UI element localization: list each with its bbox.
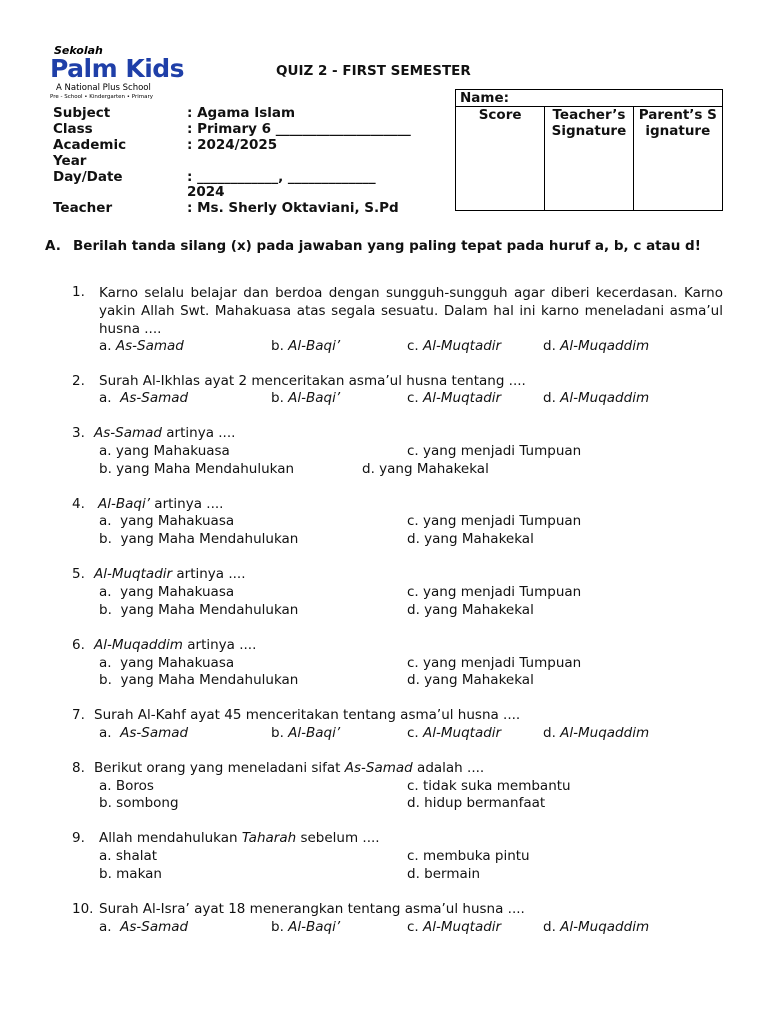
question-text: Surah Al-Kahf ayat 45 menceritakan tentang asma’ul husna .... [94,707,521,723]
question-term: As-Samad [344,760,413,776]
option-d[interactable]: d. hidup bermanfaat [407,795,546,811]
question-number: 4. [72,496,85,512]
option-c-text: yang menjadi Tumpuan [423,513,582,529]
option-c[interactable]: c. Al-Muqtadir [407,338,502,354]
academic-label: Academic [53,137,127,153]
academic-label-year: Year [53,153,87,169]
question-number: 7. [72,707,85,723]
option-b[interactable]: b. Al-Baqi’ [271,338,341,354]
question-number: 10. [72,901,94,917]
option-c[interactable]: c. Al-Muqtadir [407,919,502,935]
option-a-text: yang Mahakuasa [115,443,230,459]
option-d[interactable]: d. yang Mahakekal [407,531,534,547]
teacher-label: Teacher [53,200,113,216]
option-c[interactable]: c. tidak suka membantu [407,778,571,794]
option-d[interactable]: d. yang Mahakekal [362,461,489,477]
option-a[interactable]: a. As-Samad [99,919,189,935]
question-text [99,830,380,846]
question-rest: artinya .... [150,496,224,512]
option-a[interactable]: a. shalat [99,848,158,864]
option-a[interactable]: a. As-Samad [99,390,189,406]
question-pre: Berikut orang yang meneladani sifat [94,760,345,776]
option-c-text: yang menjadi Tumpuan [423,655,582,671]
question-term: Al-Muqaddim [94,637,183,653]
question-rest: sebelum .... [296,830,380,846]
question-number: 6. [72,637,85,653]
option-d-text: Al-Muqaddim [560,338,650,354]
logo-tagline: A National Plus School [56,83,151,93]
option-c[interactable]: c. Al-Muqtadir [407,725,502,741]
day-value: : ____________, _____________ [187,169,376,185]
option-a[interactable]: a. yang Mahakuasa [99,443,230,459]
page-title: QUIZ 2 - FIRST SEMESTER [276,63,471,79]
option-d-text: Al-Muqaddim [560,390,650,406]
option-d[interactable]: d. Al-Muqaddim [543,390,650,406]
score-cell[interactable]: Score [456,107,545,211]
question-term: Taharah [241,830,297,846]
score-table [455,89,723,211]
option-c-text: Al-Muqtadir [423,390,502,406]
option-a-text: yang Mahakuasa [120,655,235,671]
option-d-text: yang Mahakekal [424,672,534,688]
option-b-text: yang Maha Mendahulukan [120,531,299,547]
option-c[interactable]: c. yang menjadi Tumpuan [407,584,582,600]
option-a-text: yang Mahakuasa [120,584,235,600]
option-b[interactable]: b. Al-Baqi’ [271,390,341,406]
question-text [94,566,246,582]
option-a-text: As-Samad [120,390,189,406]
question-number: 1. [72,284,85,300]
option-d-text: yang Mahakekal [424,531,534,547]
question-rest: artinya .... [161,425,236,441]
day-label: Day/Date [53,169,123,185]
logo-small-text: Sekolah [54,44,103,57]
question-term: Al-Muqtadir [94,566,173,582]
option-c-text: membuka pintu [423,848,530,864]
option-b[interactable]: b. yang Maha Mendahulukan [99,672,299,688]
option-c[interactable]: c. membuka pintu [407,848,530,864]
question-text [94,760,484,776]
option-d[interactable]: d. Al-Muqaddim [543,338,650,354]
class-value: : Primary 6 ____________________ [187,121,411,137]
option-c[interactable]: c. yang menjadi Tumpuan [407,513,582,529]
option-b-text: yang Maha Mendahulukan [120,672,299,688]
question-rest: artinya .... [182,637,257,653]
question-number: 2. [72,373,85,389]
question-pre: Allah mendahulukan [99,830,242,846]
option-d[interactable]: d. yang Mahakekal [407,672,534,688]
question-term: As-Samad [94,425,162,441]
option-d-text: Al-Muqaddim [560,725,650,741]
question-number: 9. [72,830,85,846]
option-a[interactable]: a. yang Mahakuasa [99,513,235,529]
question-text [98,496,223,512]
question-text: Surah Al-Isra’ ayat 18 menerangkan tentang asma’ul husna .... [99,901,525,917]
option-c[interactable]: c. yang menjadi Tumpuan [407,655,582,671]
subject-value: : Agama Islam [187,105,296,121]
teacher-signature-cell[interactable]: Teacher’s Signature [545,107,633,211]
option-b-text: yang Maha Mendahulukan [120,602,299,618]
option-c-text: Al-Muqtadir [423,725,502,741]
school-logo [50,44,195,100]
option-a-text: shalat [115,848,158,864]
option-d[interactable]: d. Al-Muqaddim [543,725,650,741]
option-b-text: Al-Baqi’ [288,725,341,741]
section-letter: A. [45,238,61,254]
option-d-text: Al-Muqaddim [560,919,650,935]
question-number: 8. [72,760,85,776]
option-b[interactable]: b. Al-Baqi’ [271,919,341,935]
option-a[interactable]: a. As-Samad [99,338,184,354]
option-b-text: Al-Baqi’ [288,919,341,935]
option-b[interactable]: b. makan [99,866,162,882]
teacher-value: : Ms. Sherly Oktaviani, S.Pd [187,200,399,216]
parent-signature-cell[interactable]: Parent’s Signature [633,107,722,211]
option-d-text: hidup bermanfaat [424,795,546,811]
option-d-text: bermain [424,866,481,882]
question-number: 5. [72,566,85,582]
question-text [94,637,256,653]
class-label: Class [53,121,93,137]
option-d[interactable]: d. Al-Muqaddim [543,919,650,935]
option-a-text: As-Samad [120,725,189,741]
option-c[interactable]: c. Al-Muqtadir [407,390,502,406]
option-c-text: Al-Muqtadir [423,919,502,935]
option-d[interactable]: d. yang Mahakekal [407,602,534,618]
option-b[interactable]: b. sombong [99,795,179,811]
option-b[interactable]: b. yang Maha Mendahulukan [99,602,299,618]
option-c-text: Al-Muqtadir [423,338,502,354]
option-a[interactable]: a. As-Samad [99,725,189,741]
option-b-text: yang Maha Mendahulukan [116,461,295,477]
question-number: 3. [72,425,85,441]
option-a[interactable]: a. yang Mahakuasa [99,584,235,600]
logo-brand-name: Palm Kids [50,54,185,83]
question-text: Karno selalu belajar dan berdoa dengan sungguh-sungguh agar diberi kecerdasan. Karno yakin Allah Swt. Mahakuasa atas segala sesuatu. Dalam hal ini karno meneladani asma’ul husna .... [99,285,723,337]
option-b[interactable]: b. yang Maha Mendahulukan [99,461,295,477]
option-b-text: Al-Baqi’ [288,390,341,406]
option-b-text: makan [116,866,162,882]
question-rest: adalah .... [412,760,485,776]
question-term: Al-Baqi’ [98,496,151,512]
option-a-text: As-Samad [115,338,184,354]
day-value-year: 2024 [187,184,225,200]
option-a[interactable]: a. yang Mahakuasa [99,655,235,671]
name-field[interactable]: Name: [456,90,723,107]
question-rest: artinya .... [172,566,246,582]
option-c-text: yang menjadi Tumpuan [423,443,582,459]
option-b[interactable]: b. yang Maha Mendahulukan [99,531,299,547]
option-c-text: tidak suka membantu [423,778,571,794]
option-c-text: yang menjadi Tumpuan [423,584,582,600]
option-d-text: yang Mahakekal [424,602,534,618]
option-a-text: yang Mahakuasa [120,513,235,529]
option-d-text: yang Mahakekal [379,461,489,477]
option-b-text: sombong [116,795,179,811]
section-instruction: Berilah tanda silang (x) pada jawaban yang paling tepat pada huruf a, b, c atau d! [73,238,701,254]
logo-levels: Pre - School • Kindergarten • Primary [50,94,154,100]
academic-value: : 2024/2025 [187,137,278,153]
option-c[interactable]: c. yang menjadi Tumpuan [407,443,582,459]
option-b-text: Al-Baqi’ [288,338,341,354]
option-b[interactable]: b. Al-Baqi’ [271,725,341,741]
option-d[interactable]: d. bermain [407,866,481,882]
question-text: Surah Al-Ikhlas ayat 2 menceritakan asma’ul husna tentang .... [99,373,526,389]
option-a[interactable]: a. Boros [99,778,154,794]
option-a-text: Boros [115,778,154,794]
question-text [94,425,235,441]
option-a-text: As-Samad [120,919,189,935]
subject-label: Subject [53,105,111,121]
